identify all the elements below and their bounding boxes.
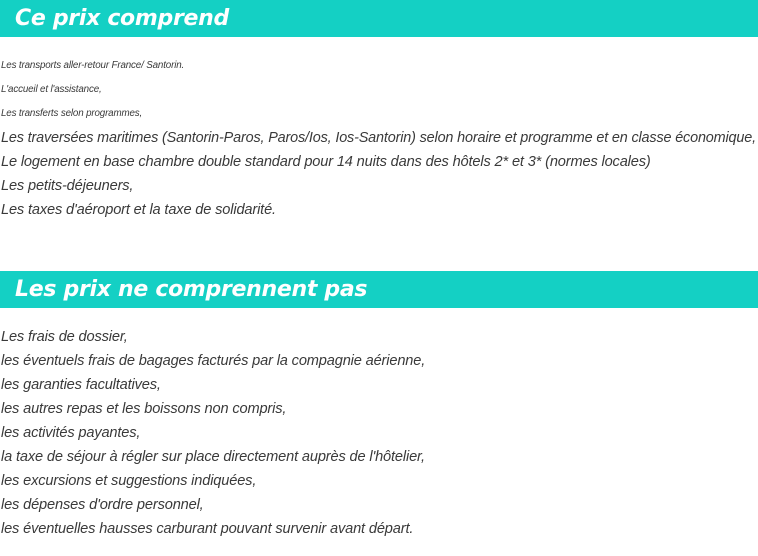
list-item: les éventuels frais de bagages facturés par la compagnie aérienne, xyxy=(1,353,426,369)
excluded-list xyxy=(1,325,425,541)
list-item: Les traversées maritimes (Santorin-Paros, Paros/Ios, Ios-Santorin) selon horaire et programme et en classe économique, xyxy=(1,130,756,146)
list-item: Les transferts selon programmes, xyxy=(1,108,143,119)
list-item: les éventuelles hausses carburant pouvant survenir avant départ. xyxy=(1,521,414,537)
list-item: Les petits-déjeuners, xyxy=(1,178,134,194)
list-item: les garanties facultatives, xyxy=(1,377,161,393)
list-item: les dépenses d'ordre personnel, xyxy=(1,497,204,513)
included-list xyxy=(1,54,756,222)
section-title-excluded: Les prix ne comprennent pas xyxy=(0,271,758,308)
list-item: les activités payantes, xyxy=(1,425,141,441)
section-title-included: Ce prix comprend xyxy=(0,0,758,37)
list-item: la taxe de séjour à régler sur place directement auprès de l'hôtelier, xyxy=(1,449,425,465)
list-item: les excursions et suggestions indiquées, xyxy=(1,473,257,489)
list-item: Les frais de dossier, xyxy=(1,329,128,345)
list-item: L'accueil et l'assistance, xyxy=(1,84,102,95)
list-item: Les taxes d'aéroport et la taxe de solidarité. xyxy=(1,202,276,218)
list-item: les autres repas et les boissons non compris, xyxy=(1,401,287,417)
list-item: Le logement en base chambre double standard pour 14 nuits dans des hôtels 2* et 3* (normes locales) xyxy=(1,154,651,170)
list-item: Les transports aller-retour France/ Santorin. xyxy=(1,60,185,71)
